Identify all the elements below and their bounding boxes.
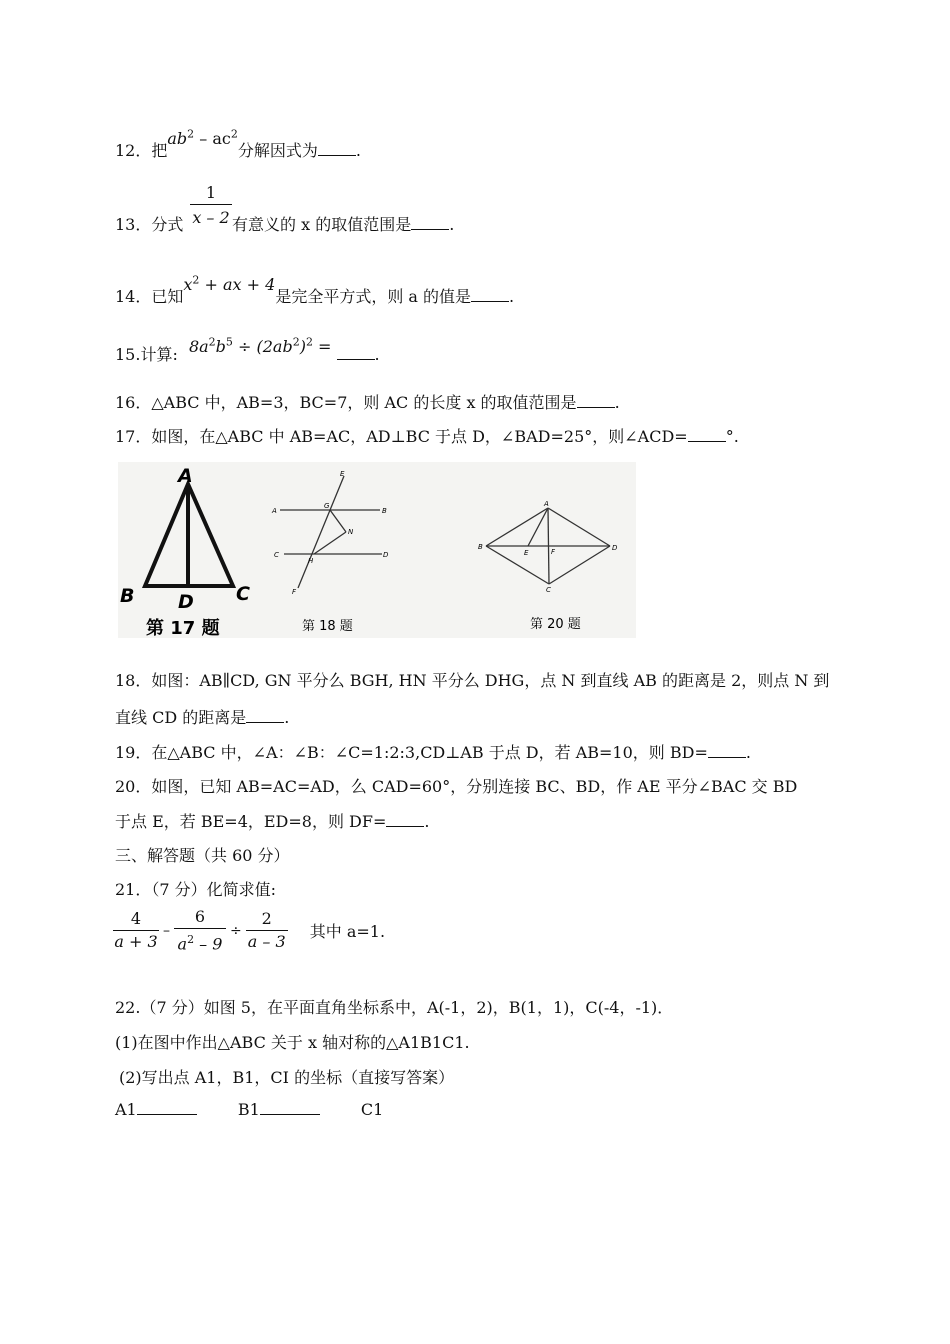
label-d: D — [178, 591, 194, 613]
svg-text:F: F — [551, 548, 556, 556]
label-a: A — [178, 465, 193, 487]
label-b: B — [120, 585, 135, 607]
svg-text:D: D — [383, 551, 389, 559]
q14-expression: $x^2$ + ax + 4 — [183, 273, 276, 294]
question-22-answers: A1 B1 C1 — [115, 1100, 384, 1119]
caption-20: 第 20 题 — [530, 617, 581, 632]
svg-text:H: H — [308, 557, 314, 565]
q12-expression: $ab^2 - ac^2$ — [167, 127, 238, 148]
question-13: 13．分式 — [115, 215, 184, 234]
question-22-part1: (1)在图中作出△ABC 关于 x 轴对称的△A1B1C1. — [115, 1033, 470, 1052]
question-14: 14．已知$x^2$ + ax + 4是完全平方式，则 a 的值是 . — [115, 273, 515, 306]
caption-18: 第 18 题 — [302, 619, 353, 634]
q13-fraction: 1 x – 2 — [190, 182, 232, 229]
question-19: 19．在△ABC 中，∠A：∠B：∠C=1:2:3,CD⊥AB 于点 D，若 AB=10，则 BD= . — [115, 743, 751, 762]
answer-blank[interactable] — [471, 287, 509, 302]
segment-ac — [548, 508, 549, 584]
svg-text:B: B — [478, 543, 483, 551]
question-18-line2: 直线 CD 的距离是 . — [115, 708, 290, 727]
question-12: 12．把$ab^2 - ac^2$分解因式为 . — [115, 127, 361, 160]
figure-20 — [470, 462, 630, 638]
answer-blank[interactable] — [318, 141, 356, 156]
svg-text:A: A — [544, 500, 549, 508]
section-3-title: 三、解答题（共 60 分） — [115, 846, 290, 865]
figure-17 — [118, 462, 268, 638]
question-22-title: 22.（7 分）如图 5，在平面直角坐标系中，A(-1，2)，B(1，1)，C(-4，-1)． — [115, 998, 674, 1017]
svg-text:E: E — [524, 549, 529, 557]
segment-gn — [330, 510, 346, 532]
question-22-part2: (2)写出点 A1，B1，CI 的坐标（直接写答案） — [119, 1068, 455, 1087]
fraction-3: $\frac{2}{a - 3}$ — [246, 908, 288, 953]
segment-ad — [548, 508, 610, 546]
svg-text:C: C — [274, 551, 279, 559]
question-20-line1: 20．如图，已知 AB=AC=AD，么 CAD=60°，分别连接 BC、BD，作 AE 平分∠BAC 交 BD — [115, 777, 798, 796]
svg-text:E: E — [340, 470, 345, 478]
svg-text:G: G — [324, 502, 330, 510]
svg-text:F: F — [292, 588, 297, 596]
question-16: 16．△ABC 中，AB=3，BC=7，则 AC 的长度 x 的取值范围是 . — [115, 393, 620, 412]
q15-expression: $8a^2b^5 \div (2ab^2)^2$ = — [188, 335, 337, 356]
answer-blank[interactable] — [411, 215, 449, 230]
svg-text:A: A — [272, 507, 277, 515]
answer-blank[interactable] — [577, 393, 615, 408]
svg-text:B: B — [382, 507, 387, 515]
caption-17: 第 17 题 — [146, 618, 220, 638]
svg-text:N: N — [348, 528, 354, 536]
segment-bc — [486, 546, 549, 584]
label-c: C — [236, 583, 250, 605]
figure-18 — [268, 462, 398, 638]
a1-answer-blank[interactable] — [137, 1100, 197, 1115]
question-15: 15.计算: $8a^2b^5 \div (2ab^2)^2$ = . — [115, 335, 380, 364]
b1-answer-blank[interactable] — [260, 1100, 320, 1115]
fraction-2: $\frac{6}{a^2 - 9}$ — [174, 906, 226, 955]
question-17: 17．如图，在△ABC 中 AB=AC，AD⊥BC 于点 D，∠BAD=25°，则∠ACD= °. — [115, 427, 739, 446]
answer-blank[interactable] — [708, 743, 746, 758]
answer-blank[interactable] — [337, 345, 375, 360]
segment-hn — [314, 532, 346, 554]
svg-text:D: D — [612, 544, 618, 552]
question-18-line1: 18．如图：AB∥CD, GN 平分么 BGH, HN 平分么 DHG，点 N 到直线 AB 的距离是 2，则点 N 到 — [115, 671, 830, 690]
question-13-rest: 有意义的 x 的取值范围是 . — [232, 215, 455, 234]
svg-text:C: C — [546, 586, 551, 594]
answer-blank[interactable] — [386, 812, 424, 827]
segment-dc — [549, 546, 610, 584]
question-20-line2: 于点 E，若 BE=4，ED=8，则 DF= . — [115, 812, 430, 831]
q21-expression: $\frac{4}{a + 3}$ – $\frac{6}{a^2 - 9}$ ÷ $\frac{2}{a - 3}$ 其中 a=1. — [114, 907, 386, 954]
fraction-1: $\frac{4}{a + 3}$ — [114, 909, 158, 952]
transversal-ef — [298, 476, 344, 588]
answer-blank[interactable] — [688, 427, 726, 442]
question-21-title: 21．（7 分）化简求值: — [115, 880, 277, 899]
answer-blank[interactable] — [246, 708, 284, 723]
